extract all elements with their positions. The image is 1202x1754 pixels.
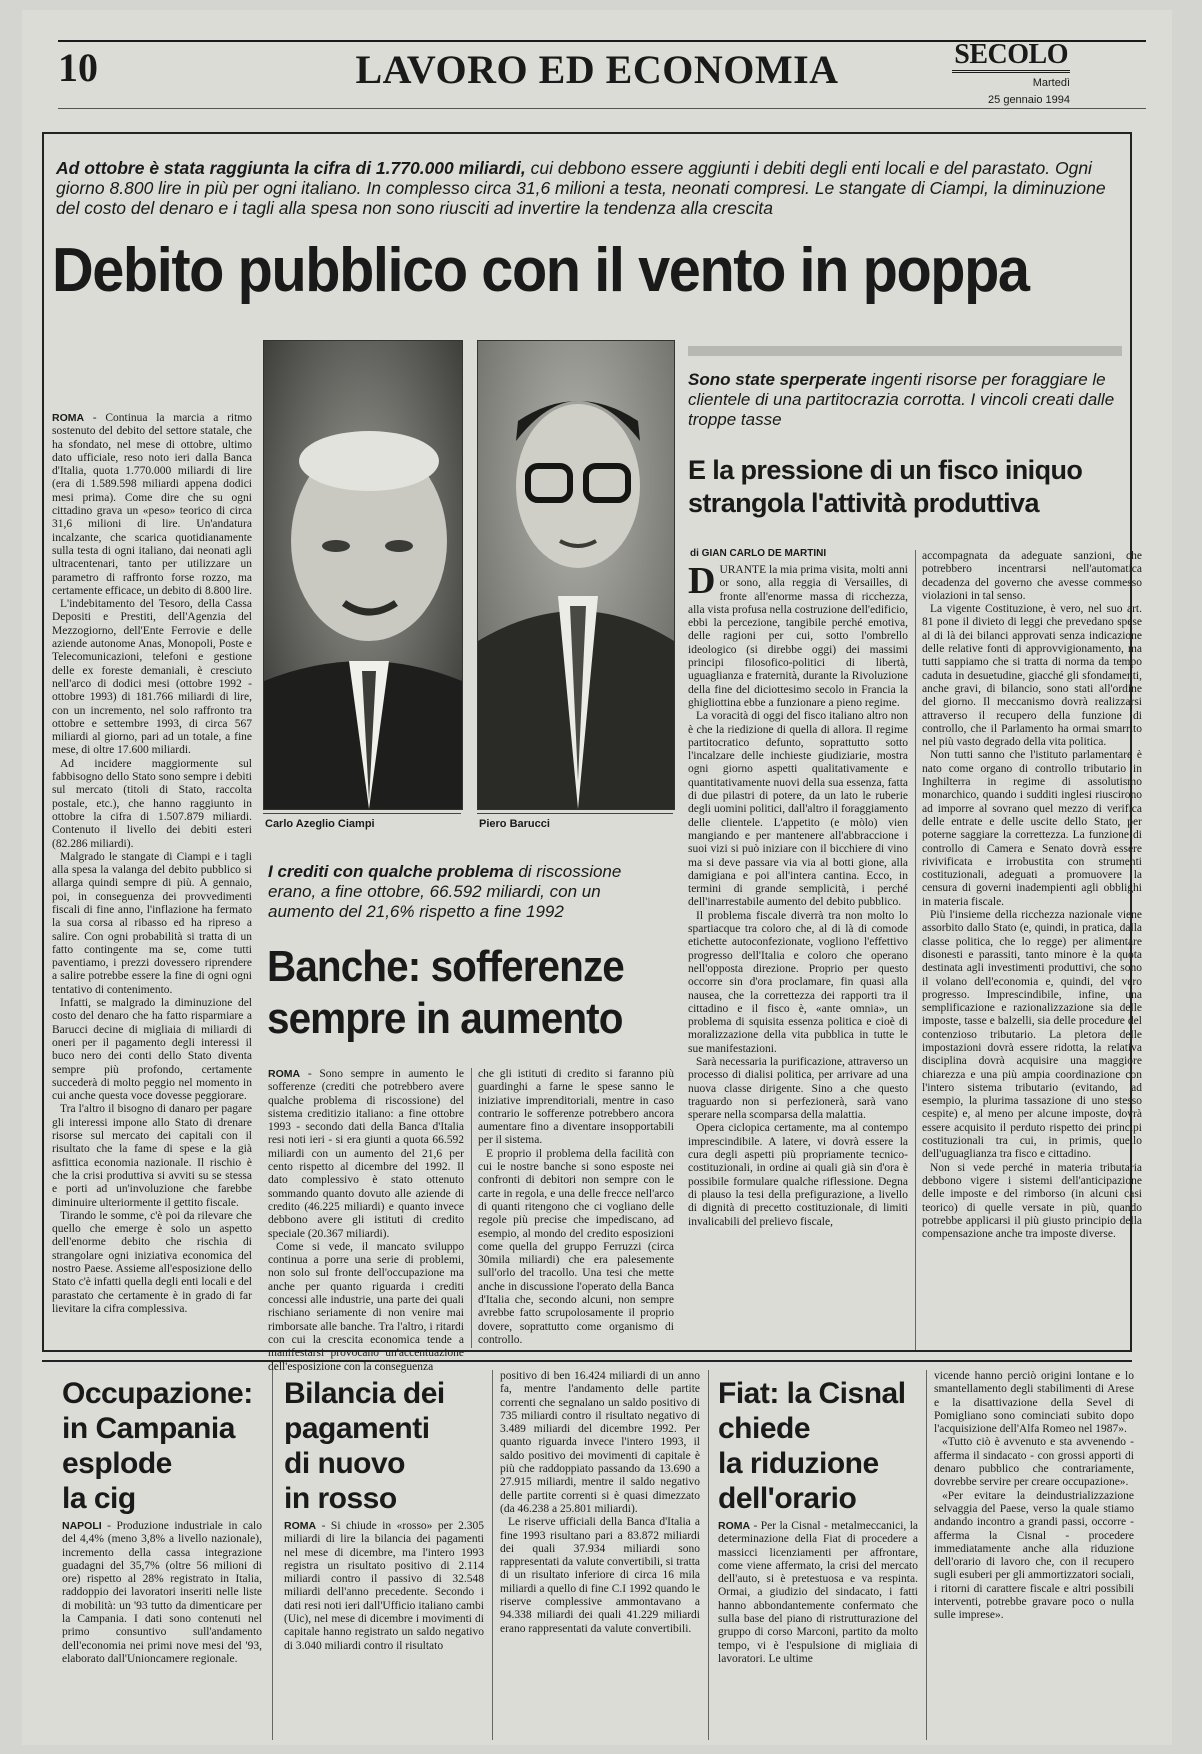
fisco-deck-text: ingenti risorse per foraggiare le clientele di una partitocrazia corrotta. I vincoli creati dalle troppe tasse [688,370,1115,429]
fisco-top-band [688,346,1122,356]
banche-paragraph-2: Come si vede, il mancato sviluppo continua a porre una serie di problemi, non solo sul fronte dell'occupazione ma anche per quanto riguarda i crediti concessi alle industrie, una parte dei quali rischiano seriamente di non venire mai rimborsate alle banche. Tra l'altro, i ritardi con cui la crescita economica tende a manifestarsi provocano un'accentuazione dell'esposizione con la conseguenza [268,1240,464,1373]
fiat-headline-line-2: chiede [718,1412,811,1445]
bottom-divider-1 [272,1370,273,1740]
fisco-paragraph-7: La vigente Costituzione, è vero, nel suo art. 81 pone il divieto di leggi che prevedano spese al di là dei bilanci approvati senza indicazione delle relative fonti di approvvigionamento, ma tutti sappiamo che si tratta di norma da tempo caduta in desuetudine, giacché gli sfondamenti, anche gravi, di bilancio, sono stati all'ordine del giorno. Il meccanismo dovrà realizzarsi attraverso il recupero della funzione di controllo, che il Parlamento ha ormai smarrito nel più vasto degrado della vita politica. [922,603,1142,749]
fisco-paragraph-8: Non tutti sanno che l'istituto parlamentare è nato come organo di controllo tributario in Inghilterra in regime di assolutismo monarchico, quando i sudditi inglesi riuscirono ad imporre al sovrano quel mezzo di verifica delle entrate e delle uscite dello Stato, per poterne saggiare la correttezza. La funzione di controllo di Camera e Senato dovrà essere rivivificata e irrobustita con strumenti costituzionali, adeguati a promuovere la censura di governi inadempienti agli obblighi in materia fiscale. [922,749,1142,908]
issue-date: 25 gennaio 1994 [988,94,1070,106]
fisco-column-2 [922,550,1142,1352]
section-title: LAVORO ED ECONOMIA [355,47,839,92]
main-dateline: ROMA [52,412,85,424]
masthead [952,40,1070,107]
bilancia-paragraph-2: positivo di ben 16.424 miliardi di un anno fa, mentre l'andamento delle partite correnti che segnalano un saldo positivo di 735 miliardi contro il risultato negativo di 3.489 miliardi del dicembre 1992. Per quanto riguarda invece l'intero 1993, il saldo positivo dei movimenti di capitale è più che raddoppiato passando da 13.690 a 27.915 miliardi, mentre il saldo negativo delle partite correnti si è quasi dimezzato (da 46.238 a 25.801 miliardi). [500,1370,700,1515]
main-kicker-bold: Ad ottobre è stata raggiunta la cifra di 1.770.000 miliardi, [56,158,526,178]
bilancia-headline [284,1376,484,1516]
bilancia-column-2 [500,1370,700,1740]
main-paragraph-3: Ad incidere maggiormente sul fabbisogno dello Stato sono sempre i debiti sul mercato (titoli di Stato, raccolta postale, etc.), che hanno raggiunto in ottobre la cifra di 1.507.879 miliardi. Contenuto il livello dei debiti esteri (82.286 miliardi). [52,757,252,850]
bilancia-dateline: ROMA [284,1520,317,1532]
fisco-deck [688,370,1118,430]
bilancia-column-1 [284,1520,484,1740]
header-rule [58,108,1146,109]
main-paragraph-2: L'indebitamento del Tesoro, della Cassa Depositi e Prestiti, dell'Agenzia del Mezzogiorno, dell'Ente Ferrovie e delle aziende autonome Anas, Monopoli, Poste e Telecomunicazioni, telefoni e gestione delle ex foreste demaniali, è cresciuto nell'arco di dodici mesi (ottobre 1992 - ottobre 1993) di 181.766 miliardi di lire, con un incremento, nel solo raffronto tra ottobre e settembre 1993, di circa 567 miliardi al giorno, pari ad un totale, a fine mese, di oltre 17.600 miliardi. [52,598,252,757]
fisco-paragraph-3: Il problema fiscale diverrà tra non molto lo spartiacque tra coloro che, al di là di comode etichette autoconfezionate, vogliono l'effettivo progresso dell'Italia e coloro che operano nell'opposta direzione. Proprio per questo occorre sin d'ora proclamare, fin quasi alla nausea, che la correttezza dei rapporti tra il cittadino e il fisco è, «ante omnia», un problema di squisita essenza politica e cioè di moralizzazione della vita pubblica in tutte le sue manifestazioni. [688,909,908,1055]
main-paragraph-7: Tirando le somme, c'è poi da rilevare che quello che emerge è solo un aspetto dell'enorme debito che rischia di strangolare ogni iniziativa economica del nostro Paese. Assieme all'esposizione dello Stato c'è infatti quella degli enti locali e del parastato che certamente è in grado di far lievitare la cifra complessiva. [52,1209,252,1315]
main-paragraph-5: Infatti, se malgrado la diminuzione del costo del denaro che ha fatto risparmiare a Barucci decine di migliaia di miliardi di oneri per il pagamento degli interessi il buco nero dei conti dello Stato diventa sempre più profondo, certamente succederà di molto peggio nel momento in cui anche questa voce dovesse peggiorare. [52,997,252,1103]
fiat-paragraph-4: «Per evitare la deindustrializzazione selvaggia del Paese, verso la quale stiamo andando incontro a grandi passi, occorre - afferma la Cisnal - procedere immediatamente anche alla riduzione dell'orario di lavoro che, con il recupero sugli esuberi per gli ammortizzatori sociali, i ritorni di carattere fiscale e altri possibili interventi, potrebbe gravare poco o nulla sulle imprese». [934,1489,1134,1622]
banche-headline-line-2: sempre in aumento [267,994,623,1043]
bilancia-paragraph-3: Le riserve ufficiali della Banca d'Italia a fine 1993 risultano pari a 83.872 miliardi dei quali 37.934 miliardi sono rappresentati da valute convertibili, si tratta di un risultato inferiore di circa 16 mila miliardi a quello di fine C.I 1992 quando le riserve complessive ammontavano a 94.338 miliardi dei quali 41.229 miliardi erano rappresentati da valute convertibili. [500,1516,700,1635]
bilancia-headline-line-4: in rosso [284,1482,397,1515]
bilancia-headline-line-3: di nuovo [284,1447,405,1480]
main-headline: Debito pubblico con il vento in poppa [52,236,1029,305]
fisco-paragraph-9: Più l'insieme della ricchezza nazionale viene assorbito dallo Stato (e, quindi, in pratica, dalla classe politica, che lo regge) per alimentare disonesti e parassiti, tanto minore è la quota destinata agli investimenti produttivi, che sono il volano dell'economia e, quindi, del vero progresso. Imprescindibile, infine, una semplificazione e razionalizzazione sia delle imposte, tasse e balzelli, sia delle procedure del contenzioso tributario. La pletora delle impostazioni dovrà essere ridotta, la relativa disciplina dovrà acquisire una maggiore chiarezza e una più ampia coordinazione con l'intero sistema tributario (evitando, ad esempio, la plurima tassazione di uno stesso cespite) e, al meno per alcune imposte, dovrà essere acquisito il perduto rispetto dei principi costituzionali tra cui, in primis, quello dell'uguaglianza tra fisco e cittadino. [922,909,1142,1161]
campania-column [62,1520,262,1740]
fisco-paragraph-2: La voracità di oggi del fisco italiano altro non è che la riedizione di quella di allora. Il regime partitocratico defunto, soprattutto sotto l'incalzare delle inchieste giudiziarie, mostra ogni giorno aspetti qualitativamente e quantitativamente nuovi della sua essenza, fatta di due pilastri di potere, da un lato le ruberie degli uomini politici, dall'altro il foraggiamento delle clientele. L'appetito (e mòlo) vien mangiando e per mantenere all'abbraccione i suoi vizi si può iniziare con il bicchiere di vino ma si deve passare via via al botti gione, alla damigiana e poi all'intera cantina. Ecco, in termini di grande semplicità, i perché dell'inarrestabile aumento del debito pubblico. [688,710,908,909]
fiat-column-1 [718,1520,918,1740]
fisco-headline: E la pressione di un fisco iniquo strangola l'attività produttiva [688,455,1083,518]
bilancia-paragraph-1: ROMA - Si chiude in «rosso» per 2.305 miliardi di lire la bilancia dei pagamenti nel mese di dicembre, ma l'intero 1993 registra un risultato positivo di 2.114 miliardi contro il passivo di 32.548 miliardi dell'anno precedente. Secondo i dati resi noti ieri dall'Ufficio italiano cambi (Uic), nel mese di dicembre i movimenti di capitale hanno registrato un saldo negativo di 3.040 miliardi contro il risultato [284,1520,484,1652]
campania-paragraph: NAPOLI - Produzione industriale in calo del 4,4% (meno 3,8% a livello nazionale), incremento della cassa integrazione guadagni del 35,7% (oltre 56 milioni di ore) rispetto al 28% registrato in Italia, raddoppio dei lavoratori inseriti nelle liste di mobilità: un '93 tutto da dimenticare per la Campania. I dati sono contenuti nel primo consuntivo sull'andamento dell'economia nei primi nove mesi del '93, elaborato dall'Unioncamere regionale. [62,1520,262,1665]
banche-column-divider [471,1068,472,1348]
bottom-divider-2 [492,1370,493,1740]
bilancia-headline-line-2: pagamenti [284,1412,430,1445]
campania-headline-line-1: Occupazione: [62,1377,253,1410]
banche-deck [268,862,628,922]
fisco-deck-bold: Sono state sperperate [688,370,867,389]
banche-dateline: ROMA [268,1068,301,1080]
fisco-paragraph-10: Non si vede perché in materia tributaria debbono vigere i sistemi dell'anticipazione delle imposte e del rimborso (in alcuni casi teorico) di quelle versate in più, quando potrebbe applicarsi il più giusto principio della compensazione anche tra imposte diverse. [922,1161,1142,1241]
caption-rule-left [263,813,461,814]
campania-headline-line-2: in Campania [62,1412,235,1445]
campania-dateline: NAPOLI [62,1520,102,1532]
fiat-paragraph-3: «Tutto ciò è avvenuto e sta avvenendo - afferma il sindacato - con grossi apporti di denaro pubblico che contrariamente, dovrebbe servire per creare occupazione». [934,1436,1134,1489]
photo-barucci [477,340,675,810]
fisco-paragraph-4: Sarà necessaria la purificazione, attraverso un processo di dialisi politica, per arrivare ad una nuova classe dirigente. Sino a che questo traguardo non si perfezionerà, sarà vano sperare nella scomparsa della malattia. [688,1055,908,1122]
fisco-paragraph-6: accompagnata da adeguate sanzioni, che potrebbero incentrarsi nell'automatica decadenza del governo che avesse commesso violazioni in tal senso. [922,550,1142,602]
fiat-headline [718,1376,928,1516]
fiat-paragraph-1: ROMA - Per la Cisnal - metalmeccanici, la determinazione della Fiat di procedere a massicci licenziamenti per affrontare, come viene affermato, la crisi del mercato dell'auto, si è pretestuosa e va respinta. Ormai, a giudizio del sindacato, i fatti hanno abbondantemente confermato che sulla base del piano di ristrutturazione del gruppo di corso Marconi, partito da molto tempo, vi è l'espulsione di migliaia di lavoratori. Le ultime [718,1520,918,1665]
banche-column-1 [268,1068,464,1373]
main-paragraph-1: ROMA - Continua la marcia a ritmo sostenuto del debito del settore statale, che ha sfondato, nel mese di ottobre, ultimo dato ufficiale, reso noto ieri dalla Banca d'Italia, quota 1.770.000 miliardi di lire (era di 1.589.598 miliardi appena dodici mesi prima). Come dire che su ogni cittadino grava un «peso» teorico di circa 31,6 milioni di lire. Un'andatura incalzante, che scarica quotidianamente sulla testa di ogni italiano, dai neonati agli ultracentenari, tanto per utilizzare un parametro di raffronto forse rozzo, ma certamente efficace, un debito di 8.800 lire. [52,412,252,597]
main-story-column [52,412,252,1356]
banche-deck-text: di riscossione erano, a fine ottobre, 66.592 miliardi, con un aumento del 21,6% rispetto a fine 1992 [268,862,622,921]
photo-ciampi-image [264,341,462,809]
newspaper-logo: SECOLO [952,40,1070,73]
banche-paragraph-3: che gli istituti di credito si faranno più guardinghi a farne le spese sanno le iniziative imprenditoriali, mentre in caso contrario le sofferenze potrebbero ancora aumentare fino a diventare insopportabili per il sistema. [478,1068,674,1147]
campania-headline-line-4: la cig [62,1482,136,1515]
banche-column-2 [478,1068,674,1352]
campania-headline [62,1376,262,1516]
caption-ciampi: Carlo Azeglio Ciampi [265,818,375,830]
bottom-section-rule [42,1360,1132,1362]
campania-headline-line-3: esplode [62,1447,172,1480]
fiat-column-2 [934,1370,1134,1740]
fisco-column-divider [915,550,916,1350]
fiat-headline-line-4: dell'orario [718,1482,857,1515]
fiat-headline-line-3: la riduzione [718,1447,879,1480]
main-paragraph-6: Tra l'altro il bisogno di danaro per pagare gli interessi impone allo Stato di drenare risorse sul mercato dei capitali con il risultato che la fame di spese e la già asfittica economia nazionale. Il rischio è che la crisi produttiva si avviti su se stessa e porti ad un'involuzione che farebbe diminuire ulteriormente il gettito fiscale. [52,1103,252,1209]
bilancia-headline-line-1: Bilancia dei [284,1377,445,1410]
bottom-divider-3 [708,1370,709,1740]
fisco-byline: di GIAN CARLO DE MARTINI [690,548,827,559]
caption-rule-right [477,813,673,814]
fiat-dateline: ROMA [718,1520,751,1532]
fiat-paragraph-2: vicende hanno perciò origini lontane e lo smantellamento degli stabilimenti di Arese e la disattivazione della Sevel di Pomigliano sono cominciati subito dopo l'acquisizione dell'Alfa Romeo nel 1987». [934,1370,1134,1436]
fisco-column-1 [688,560,908,1352]
fisco-dropcap: D [688,560,716,602]
main-kicker-text: cui debbono essere aggiunti i debiti degli enti locali e del parastato. Ogni giorno 8.800 lire in più per ogni italiano. In complesso circa 31,6 milioni a testa, neonati compresi. Le stangate di Ciampi, la diminuzione del costo del denaro e i tagli alla spesa non sono riusciti ad invertire la tendenza alla crescita [56,158,1106,218]
banche-paragraph-4: E proprio il problema della facilità con cui le nostre banche si sono esposte nei confronti di debitori non sempre con le carte in regola, e una delle frecce nell'arco di quanti ritengono che ci vogliano delle regole più precise che impediscano, ad esempio, al mondo del credito esposizioni come quella del gruppo Ferruzzi (circa 30mila miliardi) che era palesemente sull'orlo del tracollo. Una tesi che mette anche in discussione l'operato della Banca d'Italia che, secondo alcuni, non sempre avrebbe fatto scrupolosamente il proprio dovere, soprattutto come organismo di controllo. [478,1147,674,1346]
fisco-paragraph-5: Opera ciclopica certamente, ma al contempo imprescindibile. A latere, vi dovrà essere la cura degli aspetti più propriamente tecnico-costituzionali, in ordine ai quali già sin d'ora è possibile formulare qualche riflessione. Degna di plauso la tesi della prefigurazione, a livello di dignità di precetto costituzionale, di limiti invalicabili del prelievo fiscale, [688,1122,908,1228]
issue-day: Martedì [1032,77,1070,89]
bottom-divider-4 [926,1370,927,1740]
caption-barucci: Piero Barucci [479,818,550,830]
banche-headline-line-1: Banche: sofferenze [267,942,624,991]
photo-ciampi [263,340,463,810]
banche-deck-bold: I crediti con qualche problema [268,862,514,881]
photo-barucci-image [478,341,674,809]
fiat-headline-line-1: Fiat: la Cisnal [718,1377,906,1410]
banche-paragraph-1: ROMA - Sono sempre in aumento le sofferenze (crediti che potrebbero avere qualche problema di riscossione) del sistema creditizio italiano: a fine ottobre 1993 - secondo dati della Banca d'Italia resi noti ieri - si era giunti a quota 66.592 miliardi con un aumento del 21,6 per cento rispetto al dicembre del 1992. Il dato complessivo è stato ottenuto sommando quanto dovuto alle aziende di credito (46.225 miliardi) e quanto invece debbono avere gli istituti di credito speciale (20.367 miliardi). [268,1068,464,1240]
newspaper-page [22,10,1172,1745]
page-number: 10 [58,45,98,90]
main-kicker [56,158,1116,218]
fisco-paragraph-1: DURANTE la mia prima visita, molti anni or sono, alla reggia di Versailles, di fronte all'enorme massa di ricchezza, alla vista profusa nella costruzione dell'edificio, ebbi la percezione, tangibile perché emotiva, delle ragioni per cui, sotto l'ombrello ideologico (si direbbe oggi) dei massimi principi filosofico-politici di libertà, uguaglianza e fraternità, durante la Rivoluzione della fine del diciottesimo secolo in Francia la ghigliottina ebbe a funzionare a pieno regime. [688,560,908,709]
main-paragraph-4: Malgrado le stangate di Ciampi e i tagli alla spesa la valanga del debito pubblico si allarga quindi sempre di più. A gennaio, poi, in conseguenza dei provvedimenti fiscali di fine anno, l'inflazione ha fermato la sua corsa al ribasso ed ha ripreso a salire. Con ogni probabilità si tratta di un fatto contingente ma se, come tutti paventiamo, i prezzi dovessero riprendere a salire potrebbe essere la fine di ogni ogni tentativo di contenimento. [52,850,252,996]
